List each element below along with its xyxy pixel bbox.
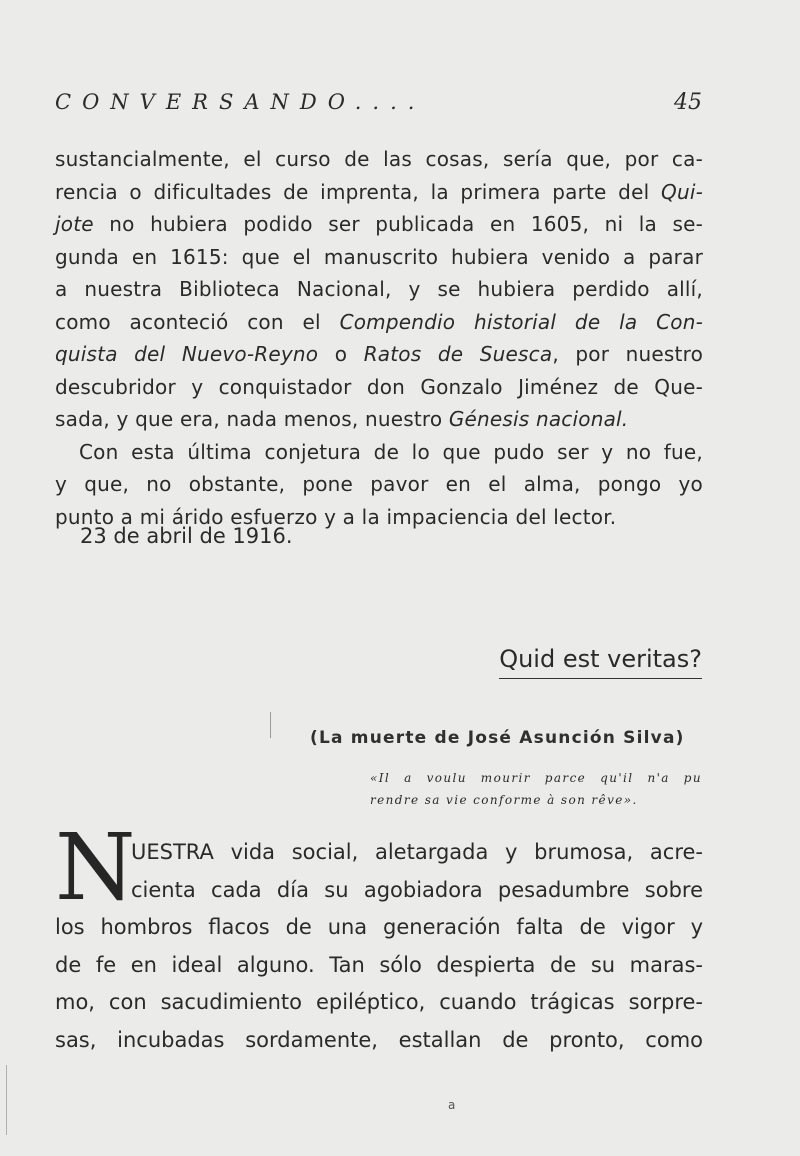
text-run: descubridor y conquistador don Gonzalo Jiménez de Que- (55, 374, 703, 399)
text-line: UESTRA vida social, aletargada y brumosa, acre- (131, 840, 703, 864)
text-run: Con esta última conjetura de lo que pudo ser y no fue, (79, 439, 703, 464)
italic-title-text: quista del Nuevo-Reyno (55, 342, 319, 366)
text-line (55, 273, 703, 306)
running-head (55, 90, 702, 120)
epigraph (370, 767, 702, 811)
text-line (55, 436, 703, 469)
epigraph-line: rendre sa vie conforme à son rêve». (370, 793, 638, 807)
text-run: punto a mi árido esfuerzo y a la impaciencia del lector. (55, 504, 617, 529)
drop-cap: N (55, 814, 136, 921)
text-line (55, 208, 703, 241)
page-blemish (270, 712, 271, 738)
text-line (55, 306, 703, 339)
running-head-title: CONVERSANDO.... (55, 90, 426, 114)
signature-mark: a (448, 1098, 456, 1112)
text-block-continued (55, 143, 703, 533)
page-edge-mark (6, 1065, 7, 1135)
italic-title-text: Génesis nacional. (448, 407, 629, 431)
text-run: sada, y que era, nada menos, nuestro (55, 407, 449, 431)
text-run: , por nuestro (552, 342, 704, 366)
essay-title: Quid est veritas? (499, 645, 702, 679)
text-line (55, 371, 703, 404)
epigraph-line: «Il a voulu mourir parce qu'il n'a pu (370, 771, 702, 785)
italic-title-text: Ratos de Suesca (363, 342, 553, 366)
text-line: cienta cada día su agobiadora pesadumbre sobre (131, 877, 703, 902)
text-run: gunda en 1615: que el manuscrito hubiera venido a parar (55, 244, 703, 269)
page-number: 45 (674, 90, 702, 115)
italic-title-text: Compendio historial de la Con- (339, 309, 703, 334)
italic-title-text: jote (55, 212, 94, 236)
text-line (55, 468, 703, 501)
text-run: y que, no obstante, pone pavor en el alma, pongo yo (55, 472, 703, 496)
essay-title-wrap (499, 645, 702, 679)
text-line: mo, con sacudimiento epiléptico, cuando trágicas sorpre- (55, 990, 703, 1014)
text-run: a nuestra Biblioteca Nacional, y se hubiera perdido allí, (55, 277, 703, 301)
text-line (55, 241, 703, 274)
text-line (55, 403, 703, 436)
text-block-essay (55, 834, 703, 1059)
text-line (55, 176, 703, 209)
text-run: no hubiera podido ser publicada en 1605, ni la se- (93, 212, 703, 236)
text-line: los hombros flacos de una generación falta de vigor y (55, 915, 703, 939)
text-line (55, 143, 703, 176)
text-line: de fe en ideal alguno. Tan sólo despierta de su maras- (55, 952, 703, 977)
text-run: o (318, 342, 364, 366)
essay-subtitle: (La muerte de José Asunción Silva) (310, 728, 685, 748)
text-run: como aconteció con el (55, 309, 340, 334)
text-line (55, 338, 703, 371)
text-line: sas, incubadas sordamente, estallan de pronto, como (55, 1027, 703, 1052)
text-run: rencia o dificultades de imprenta, la primera parte del (55, 179, 661, 204)
text-run: sustancialmente, el curso de las cosas, sería que, por ca- (55, 147, 703, 171)
italic-title-text: Qui- (661, 179, 703, 204)
essay-date: 23 de abril de 1916. (80, 524, 293, 548)
